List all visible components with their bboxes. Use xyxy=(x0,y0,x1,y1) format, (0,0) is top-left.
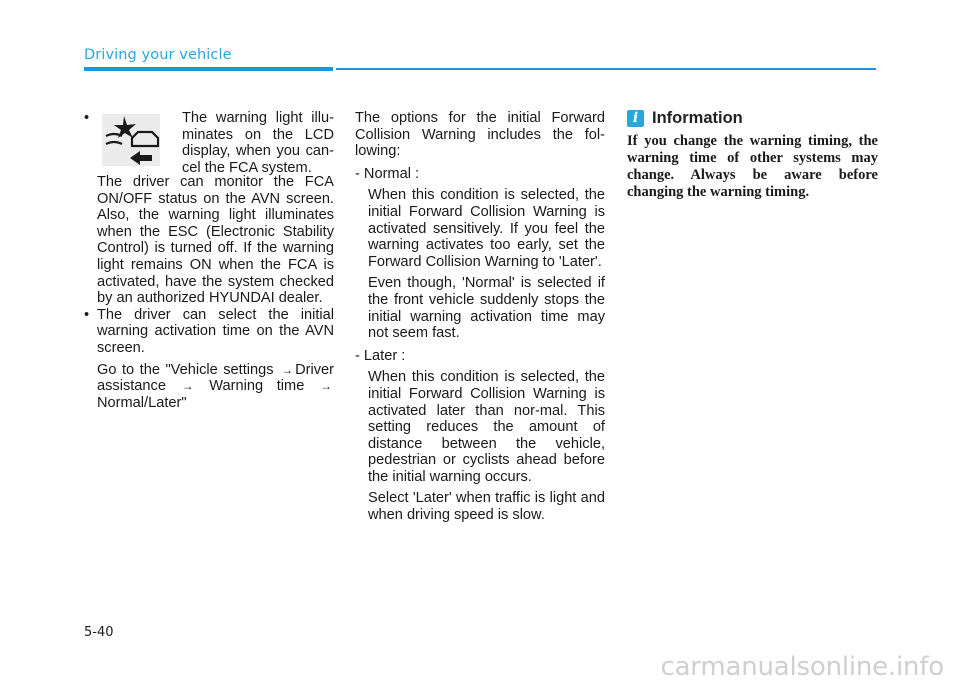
column-right xyxy=(627,110,878,201)
column-left xyxy=(84,110,334,411)
warning-light-text: The warning light illu-minates on the LCD display, when you can-cel the FCA system. xyxy=(182,110,334,176)
path-driver-assistance: Driver assistance xyxy=(97,361,334,395)
right-arrow-icon: → xyxy=(320,379,332,394)
right-arrow-icon: → xyxy=(281,362,294,377)
path-normal-later: Normal/Later" xyxy=(97,394,187,411)
header-rule-thick xyxy=(84,67,333,71)
path-warning-time: Warning time xyxy=(209,378,305,395)
bullet-initial-warning xyxy=(84,307,334,357)
bullet-dot: • xyxy=(84,110,90,126)
watermark: carmanualsonline.info xyxy=(660,652,944,682)
column-middle xyxy=(355,110,605,524)
info-icon: i xyxy=(627,110,644,127)
section-title: Driving your vehicle xyxy=(84,47,232,63)
header-rule-thin xyxy=(336,68,876,70)
information-header xyxy=(627,110,878,127)
bullet-initial-warning-text: The driver can select the initial warning activation time on the AVN screen. xyxy=(97,306,334,356)
option-later-para2: Select 'Later' when traffic is light and when driving speed is slow. xyxy=(368,490,605,524)
fca-warning-icon xyxy=(102,114,160,166)
bullet-dot: • xyxy=(84,306,90,323)
warning-light-block xyxy=(84,110,334,174)
option-normal-label: - Normal : xyxy=(355,165,420,182)
option-later-label: - Later : xyxy=(355,347,406,364)
option-normal-para1: When this condition is selected, the initial Forward Collision Warning is activated sensitively. If you feel the warning activates too early, set the Forward Collision Warning to 'Later'. xyxy=(368,187,605,270)
option-later-para1: When this condition is selected, the initial Forward Collision Warning is activated later than nor-mal. This setting reduces the amount of distance between the vehicle, pedestrian or cyclists ahead before the initial warning occurs. xyxy=(368,369,605,485)
warning-light-continuation: The driver can monitor the FCA ON/OFF status on the AVN screen. Also, the warning light illuminates when the ESC (Electronic Stability Control) is turned off. If the warning light remains ON when the FCA is activated, have the system checked by an authorized HYUNDAI dealer. xyxy=(97,174,334,307)
navigation-path xyxy=(84,362,334,412)
option-normal-para2: Even though, 'Normal' is selected if the front vehicle suddenly stops the initial warning activation time may not seem fast. xyxy=(368,275,605,342)
right-arrow-icon: → xyxy=(181,379,194,394)
page-number: 5-40 xyxy=(84,625,114,640)
path-vehicle-settings: Go to the "Vehicle settings xyxy=(97,361,274,378)
information-title: Information xyxy=(652,109,743,128)
options-intro: The options for the initial Forward Collision Warning includes the fol-lowing: xyxy=(355,110,605,160)
information-text: If you change the warning timing, the warning time of other systems may change. Always be aware before changing the warning timing. xyxy=(627,133,878,200)
